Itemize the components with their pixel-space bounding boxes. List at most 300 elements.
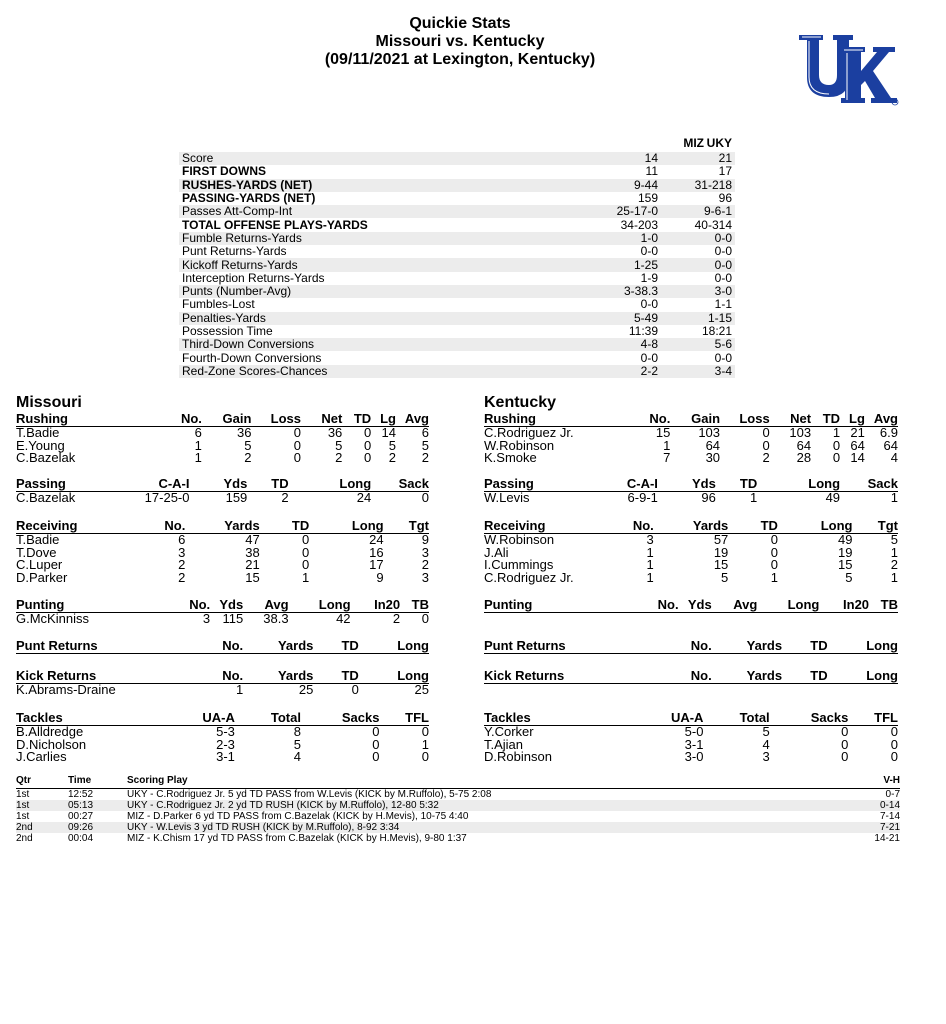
stat-value: 2 [178, 557, 186, 572]
stat-value: 28 [796, 450, 812, 465]
team-stat-home: 0-0 [661, 258, 735, 271]
stat-value: 0 [372, 724, 380, 739]
team-stat-row [179, 192, 735, 205]
stat-value: 19 [838, 544, 853, 560]
team-stat-label: Red-Zone Scores-Chances [179, 365, 587, 378]
team-stat-label: FIRST DOWNS [182, 164, 266, 179]
column-header: Long [828, 640, 898, 654]
team-stat-label: Fourth-Down Conversions [182, 350, 322, 365]
scoring-qtr: 1st [16, 789, 30, 800]
player-row [16, 452, 429, 465]
column-header: Yards [712, 670, 782, 684]
stat-value: 4 [890, 450, 898, 465]
column-header: Tgt [852, 520, 898, 534]
stat-value: 0 [841, 724, 849, 739]
column-header: Yds [189, 478, 247, 492]
stat-value: 25 [414, 682, 429, 697]
column-header: No. [645, 640, 711, 654]
team-stat-row [179, 218, 735, 231]
stat-value: 3 [646, 532, 654, 547]
team-stat-visitor: 3-38.3 [587, 285, 661, 298]
stat-value: 0 [770, 532, 778, 547]
stat-value: 1 [235, 682, 244, 697]
column-header: Long [778, 520, 853, 534]
team-stat-row [179, 365, 735, 378]
stat-value: 7 [663, 450, 671, 465]
stat-value: 0 [293, 437, 301, 453]
column-header: Punting [16, 599, 161, 613]
scoring-qtr: 2nd [16, 822, 68, 833]
stat-value: 0 [890, 736, 898, 752]
scoring-row [16, 811, 900, 822]
stat-value: 64 [705, 437, 721, 453]
player-name: T.Ajian [484, 736, 524, 752]
player-name: J.Carlies [16, 749, 67, 764]
stat-value: 64 [796, 437, 812, 453]
team-stat-label: Penalties-Yards [179, 312, 587, 325]
column-header: Avg [396, 413, 429, 427]
team-stat-home: 96 [718, 191, 732, 206]
stat-value: 8 [293, 724, 301, 739]
player-name: T.Badie [16, 532, 60, 547]
stat-value: 1 [194, 437, 202, 453]
stat-value: 103 [698, 425, 721, 440]
column-header: Yards [243, 640, 313, 654]
column-header: Punting [484, 599, 629, 613]
stat-value: 3-0 [684, 749, 704, 764]
column-header: C-A-I [592, 478, 658, 492]
stat-value: 0 [372, 749, 380, 764]
stat-value: 5 [762, 724, 770, 739]
player-row [16, 751, 429, 764]
scoring-qtr: 1st [16, 800, 68, 811]
scoring-row [16, 800, 900, 811]
kentucky-logo [797, 31, 900, 107]
team-stat-label: Kickoff Returns-Yards [179, 258, 587, 271]
section-punt-returns-missouri [16, 640, 429, 654]
column-header: Long [757, 599, 819, 613]
team-stat-label: Passes Att-Comp-Int [179, 205, 587, 218]
stat-value: 0 [302, 544, 310, 560]
column-header: Loss [251, 413, 301, 427]
column-header: Kick Returns [16, 670, 177, 684]
player-name: C.Rodriguez Jr. [484, 569, 574, 585]
stat-value: 6 [194, 425, 202, 440]
player-row [484, 492, 898, 505]
stat-value: 2 [178, 569, 186, 585]
column-header: Net [301, 413, 342, 427]
column-header: Sack [371, 478, 429, 492]
column-header: Yds [210, 599, 243, 613]
stat-value: 6 [178, 532, 186, 547]
column-header: TD [260, 520, 310, 534]
stat-value: 17 [369, 557, 384, 572]
section-rushing-kentucky [484, 413, 898, 465]
stat-value: 2 [244, 450, 252, 465]
team-stat-visitor: 34-203 [620, 217, 658, 232]
section-kick-returns-missouri [16, 670, 429, 697]
team-stat-home: 40-314 [694, 217, 732, 232]
scoring-time: 12:52 [68, 789, 94, 800]
scoring-vh: 14-21 [874, 833, 900, 844]
team-stat-label: Punt Returns-Yards [182, 244, 287, 259]
column-header: Receiving [16, 520, 119, 534]
stat-value: 16 [369, 544, 384, 560]
scoring-time: 00:27 [68, 811, 94, 822]
column-header: TB [869, 599, 898, 613]
team-stat-home: 1-1 [714, 297, 732, 312]
stat-value: 14 [850, 450, 865, 465]
stat-value: 49 [825, 490, 841, 505]
section-tackles-kentucky [484, 712, 898, 764]
stat-value: 19 [713, 544, 729, 560]
stat-value: 2 [421, 450, 429, 465]
team-stat-label: Possession Time [182, 324, 273, 338]
stat-value: 1 [194, 450, 202, 465]
stat-value: 49 [838, 532, 853, 547]
player-name: I.Cummings [484, 557, 554, 572]
col-header-home: UKY [706, 136, 732, 150]
column-header: Avg [712, 599, 758, 613]
scoring-time: 00:04 [68, 833, 94, 844]
stat-value: 0 [421, 611, 429, 626]
team-name-missouri: Missouri [16, 394, 82, 411]
team-stat-visitor: 5-49 [587, 312, 661, 325]
stat-value: 0 [421, 724, 429, 739]
column-header: In20 [351, 599, 401, 613]
column-header: TFL [848, 712, 898, 726]
column-header: Loss [720, 413, 770, 427]
stat-value: 3 [421, 569, 429, 585]
player-name: K.Abrams-Draine [16, 682, 116, 697]
scoring-row [16, 833, 900, 844]
stat-value: 9 [376, 569, 384, 585]
team-stat-label: Third-Down Conversions [179, 338, 587, 351]
team-stat-visitor: 4-8 [587, 338, 661, 351]
team-stat-home: 0-0 [661, 232, 735, 245]
player-name: W.Robinson [484, 437, 555, 453]
stat-value: 6.9 [879, 425, 898, 440]
column-header: Rushing [16, 413, 144, 427]
stat-value: 38.3 [263, 611, 289, 626]
team-stat-home: 9-6-1 [661, 205, 735, 218]
stat-value: 17-25-0 [144, 490, 190, 505]
stat-value: 3 [178, 544, 186, 560]
scoring-vh: 7-14 [879, 811, 900, 822]
column-header: TB [400, 599, 429, 613]
section-receiving-missouri [16, 520, 429, 584]
stat-value: 3-1 [216, 749, 235, 764]
stat-value: 1 [890, 569, 898, 585]
scoring-row [16, 822, 900, 833]
stat-value: 0 [890, 749, 898, 764]
team-stat-visitor: 14 [587, 152, 661, 165]
column-header: TD [313, 670, 358, 684]
column-header: No. [612, 413, 670, 427]
stat-value: 2 [392, 611, 401, 626]
stat-value: 1 [663, 437, 671, 453]
stat-value: 25 [298, 682, 314, 697]
team-stat-home: 3-4 [661, 365, 735, 378]
team-stat-label: Fumbles-Lost [182, 297, 255, 312]
stat-value: 15 [245, 569, 260, 585]
column-header: TD [782, 640, 828, 654]
scoring-qtr: 1st [16, 811, 30, 822]
column-header: TD [313, 640, 358, 654]
player-name: D.Robinson [484, 749, 552, 764]
scoring-play: UKY - W.Levis 3 yd TD RUSH (KICK by M.Ruffolo), 8-92 3:34 [127, 822, 850, 833]
stat-value: 3-1 [684, 736, 704, 752]
team-stat-row [179, 152, 735, 165]
section-punting-missouri [16, 599, 429, 626]
scoring-play: MIZ - D.Parker 6 yd TD PASS from C.Bazelak (KICK by H.Mevis), 10-75 4:40 [127, 811, 469, 822]
player-name: K.Smoke [484, 450, 537, 465]
column-header: Lg [371, 413, 396, 427]
stat-value: 0 [363, 425, 372, 440]
stat-value: 1 [421, 736, 429, 752]
team-stat-row [179, 179, 735, 192]
stat-value: 103 [789, 425, 812, 440]
team-stat-home: 21 [661, 152, 735, 165]
column-header: No. [161, 599, 211, 613]
stat-value: 0 [421, 749, 429, 764]
scoring-header-qtr: Qtr [16, 775, 68, 789]
team-stat-row [179, 312, 735, 325]
column-header: No. [177, 640, 243, 654]
column-header: Long [309, 520, 383, 534]
team-stat-row [179, 245, 735, 258]
column-header: Yds [658, 478, 716, 492]
column-header: TD [782, 670, 828, 684]
stat-value: 1 [890, 544, 898, 560]
column-header: Total [703, 712, 769, 726]
stat-value: 0 [293, 450, 301, 465]
scoring-vh: 0-14 [850, 800, 900, 811]
column-header: Rushing [484, 413, 612, 427]
team-stat-home: 5-6 [661, 338, 735, 351]
stat-value: 9 [421, 532, 429, 547]
column-header: Receiving [484, 520, 588, 534]
column-header: Tackles [484, 712, 633, 726]
stat-value: 0 [302, 557, 310, 572]
player-name: C.Rodriguez Jr. [484, 425, 574, 440]
stat-value: 0 [363, 450, 372, 465]
stat-value: 57 [713, 532, 729, 547]
scoring-play: UKY - C.Rodriguez Jr. 5 yd TD PASS from W.Levis (KICK by M.Ruffolo), 5-75 2:08 [127, 789, 492, 800]
stat-value: 3 [202, 611, 211, 626]
stat-value: 4 [762, 736, 770, 752]
column-header: Yards [185, 520, 259, 534]
scoring-header-time: Time [68, 775, 127, 789]
stat-value: 96 [701, 490, 716, 505]
team-stat-row [179, 285, 735, 298]
team-stat-label: TOTAL OFFENSE PLAYS-YARDS [182, 217, 368, 232]
scoring-play: UKY - C.Rodriguez Jr. 2 yd TD RUSH (KICK by M.Ruffolo), 12-80 5:32 [127, 800, 850, 811]
player-row [16, 547, 429, 560]
column-header: No. [119, 520, 185, 534]
stat-value: 1 [770, 569, 778, 585]
matchup-title: Missouri vs. Kentucky [375, 33, 545, 50]
player-row [484, 572, 898, 585]
column-header: TD [728, 520, 778, 534]
stat-value: 5 [721, 569, 729, 585]
stat-value: 1 [646, 544, 654, 560]
stat-value: 5 [845, 569, 853, 585]
stat-value: 15 [713, 557, 729, 572]
team-stat-home: 1-15 [661, 312, 735, 325]
column-header: In20 [819, 599, 869, 613]
team-stat-visitor: 2-2 [587, 365, 661, 378]
player-name: G.McKinniss [16, 611, 89, 626]
column-header: No. [144, 413, 202, 427]
team-stat-row [179, 325, 735, 338]
stat-value: 64 [850, 437, 865, 453]
stat-value: 30 [705, 450, 721, 465]
team-name-kentucky: Kentucky [484, 394, 557, 411]
column-header: Sacks [770, 712, 849, 726]
stat-value: 1 [832, 425, 841, 440]
player-name: W.Levis [484, 490, 530, 505]
stat-value: 2 [762, 450, 770, 465]
team-stat-row [179, 205, 735, 218]
team-stat-home: 0-0 [714, 244, 732, 259]
column-header: TD [716, 478, 757, 492]
player-row [484, 751, 898, 764]
column-header: Avg [865, 413, 898, 427]
stat-value: 2 [281, 490, 289, 505]
column-header: Tackles [16, 712, 165, 726]
stat-value: 2 [335, 450, 343, 465]
report-title: Quickie Stats [409, 15, 511, 32]
column-header: UA-A [165, 712, 235, 726]
player-name: D.Nicholson [16, 736, 87, 752]
team-stat-label: Punts (Number-Avg) [179, 285, 587, 298]
stat-value: 5 [293, 736, 301, 752]
team-stat-row [179, 258, 735, 271]
stat-value: 2 [421, 557, 429, 572]
player-row [16, 684, 429, 697]
stat-value: 47 [245, 532, 260, 547]
column-header: Yards [243, 670, 313, 684]
stat-value: 5 [388, 437, 396, 453]
column-header: Sack [840, 478, 898, 492]
column-header: No. [645, 670, 711, 684]
scoring-time: 05:13 [68, 800, 127, 811]
player-row [484, 534, 898, 547]
stat-value: 2 [388, 450, 396, 465]
team-stat-label: Interception Returns-Yards [182, 270, 325, 285]
team-stat-home: 31-218 [661, 179, 735, 192]
team-stat-home: 0-0 [714, 270, 732, 285]
section-receiving-kentucky [484, 520, 898, 584]
stat-value: 2-3 [216, 736, 235, 752]
stat-value: 5 [244, 437, 252, 453]
player-name: C.Bazelak [16, 490, 76, 505]
column-header: Sacks [301, 712, 379, 726]
team-stat-visitor: 11 [645, 164, 658, 179]
stat-value: 0 [841, 749, 849, 764]
column-header: Long [828, 670, 898, 684]
stat-value: 64 [883, 437, 898, 453]
team-stat-row [179, 272, 735, 285]
team-stat-row [179, 298, 735, 311]
section-punt-returns-kentucky [484, 640, 898, 654]
player-name: C.Bazelak [16, 450, 76, 465]
scoring-time: 09:26 [68, 822, 127, 833]
stat-value: 21 [850, 425, 865, 440]
stat-value: 115 [222, 611, 244, 626]
stat-value: 15 [655, 425, 671, 440]
column-header: TD [811, 413, 840, 427]
scoring-header-vh: V-H [850, 775, 900, 789]
stat-value: 5 [421, 437, 429, 453]
player-name: E.Young [16, 437, 65, 453]
stat-value: 0 [762, 425, 770, 440]
player-name: T.Dove [16, 544, 57, 560]
section-kick-returns-kentucky [484, 670, 898, 684]
column-header: Total [235, 712, 301, 726]
player-row [16, 492, 429, 505]
player-row [16, 534, 429, 547]
column-header: TD [342, 413, 371, 427]
column-header: Tgt [384, 520, 429, 534]
player-name: W.Robinson [484, 532, 555, 547]
player-name: C.Luper [16, 557, 63, 572]
column-header: Net [770, 413, 811, 427]
stat-value: 1 [302, 569, 310, 585]
column-header: Lg [840, 413, 865, 427]
stat-value: 5-0 [684, 724, 704, 739]
team-stat-visitor: 1-9 [640, 270, 658, 285]
scoring-vh: 0-7 [885, 789, 900, 800]
stat-value: 0 [293, 425, 301, 440]
section-punting-kentucky [484, 599, 898, 613]
player-name: Y.Corker [484, 724, 534, 739]
team-stat-label: Score [179, 152, 587, 165]
team-stat-visitor: 25-17-0 [587, 205, 661, 218]
stat-value: 1 [646, 557, 654, 572]
column-header: No. [177, 670, 243, 684]
column-header: Long [289, 478, 372, 492]
section-tackles-missouri [16, 712, 429, 764]
stat-value: 6-9-1 [627, 490, 658, 505]
player-name: D.Parker [16, 569, 68, 585]
column-header: Gain [202, 413, 252, 427]
stat-value: 0 [302, 532, 310, 547]
player-row [16, 572, 429, 585]
scoring-qtr: 2nd [16, 833, 33, 844]
scoring-row [16, 789, 900, 801]
column-header: C-A-I [123, 478, 189, 492]
team-stat-home: 3-0 [661, 285, 735, 298]
section-passing-missouri [16, 478, 429, 505]
team-stat-visitor: 9-44 [587, 179, 661, 192]
stat-value: 0 [363, 437, 372, 453]
stat-value: 0 [770, 557, 778, 572]
stat-value: 24 [356, 490, 372, 505]
column-header: Gain [670, 413, 720, 427]
stat-value: 0 [841, 736, 849, 752]
column-header: Yards [712, 640, 782, 654]
section-passing-kentucky [484, 478, 898, 505]
team-stat-visitor: 0-0 [640, 297, 658, 312]
column-header: TFL [379, 712, 429, 726]
stat-value: 15 [838, 557, 853, 572]
stat-value: 0 [770, 544, 778, 560]
column-header: Punt Returns [484, 640, 645, 654]
team-stat-home: 18:21 [701, 324, 732, 338]
stat-value: 5 [890, 532, 898, 547]
